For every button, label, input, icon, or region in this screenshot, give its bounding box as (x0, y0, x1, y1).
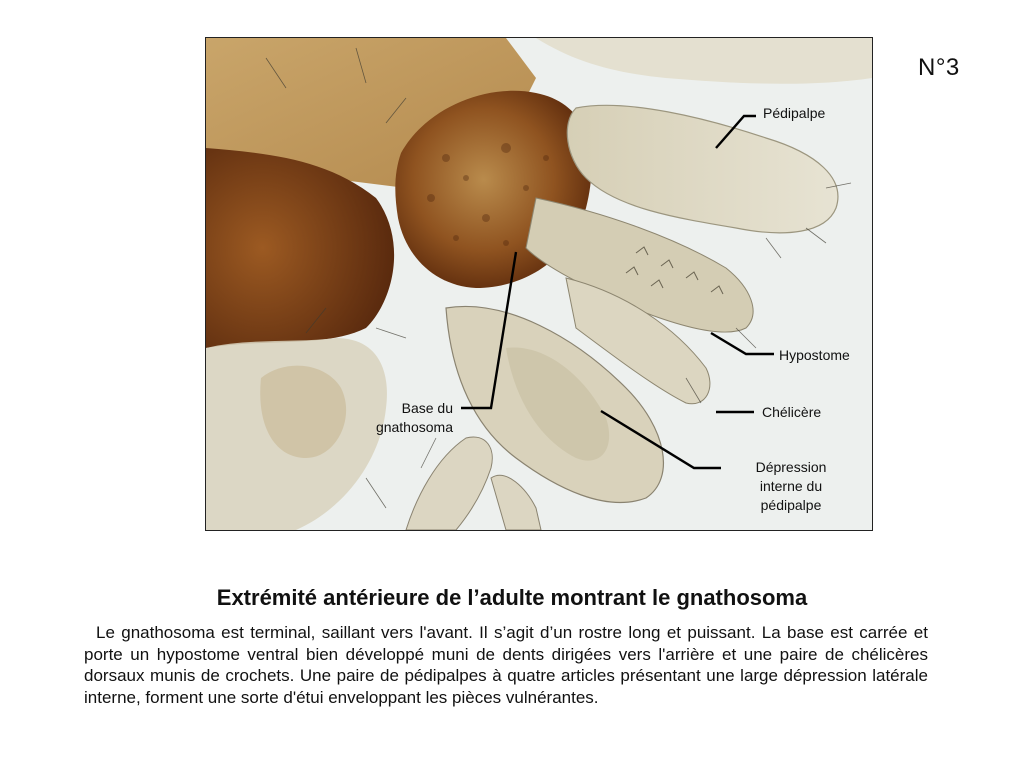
label-depression-line3: pédipalpe (760, 497, 822, 513)
label-pedipalpe: Pédipalpe (763, 105, 826, 121)
label-depression-line1: Dépression (755, 459, 827, 475)
label-depression-line2: interne du (759, 478, 823, 494)
slide-number: N°3 (918, 54, 960, 81)
micrograph-figure (205, 37, 873, 531)
caption-title: Extrémité antérieure de l’adulte montrant le gnathosoma (216, 585, 808, 610)
label-base-gnathosoma (356, 399, 453, 437)
label-hypostome: Hypostome (779, 347, 850, 363)
label-chelicere: Chélicère (762, 404, 822, 420)
caption-text: Le gnathosoma est terminal, saillant vers l'avant. Il s’agit d’un rostre long et puissant. La base est carrée et porte un hypostome ventral bien développé muni de dents dirigées vers l'arrière et une paire de chélicères dorsaux munis de crochets. Une paire de pédipalpes à quatre articles présentant une large dépression latérale interne, forment une sorte d'étui enveloppant les pièces vulnérantes. (84, 623, 928, 707)
label-base-line1: Base du (401, 400, 453, 416)
label-depression (726, 458, 856, 515)
label-base-line2: gnathosoma (375, 419, 453, 435)
